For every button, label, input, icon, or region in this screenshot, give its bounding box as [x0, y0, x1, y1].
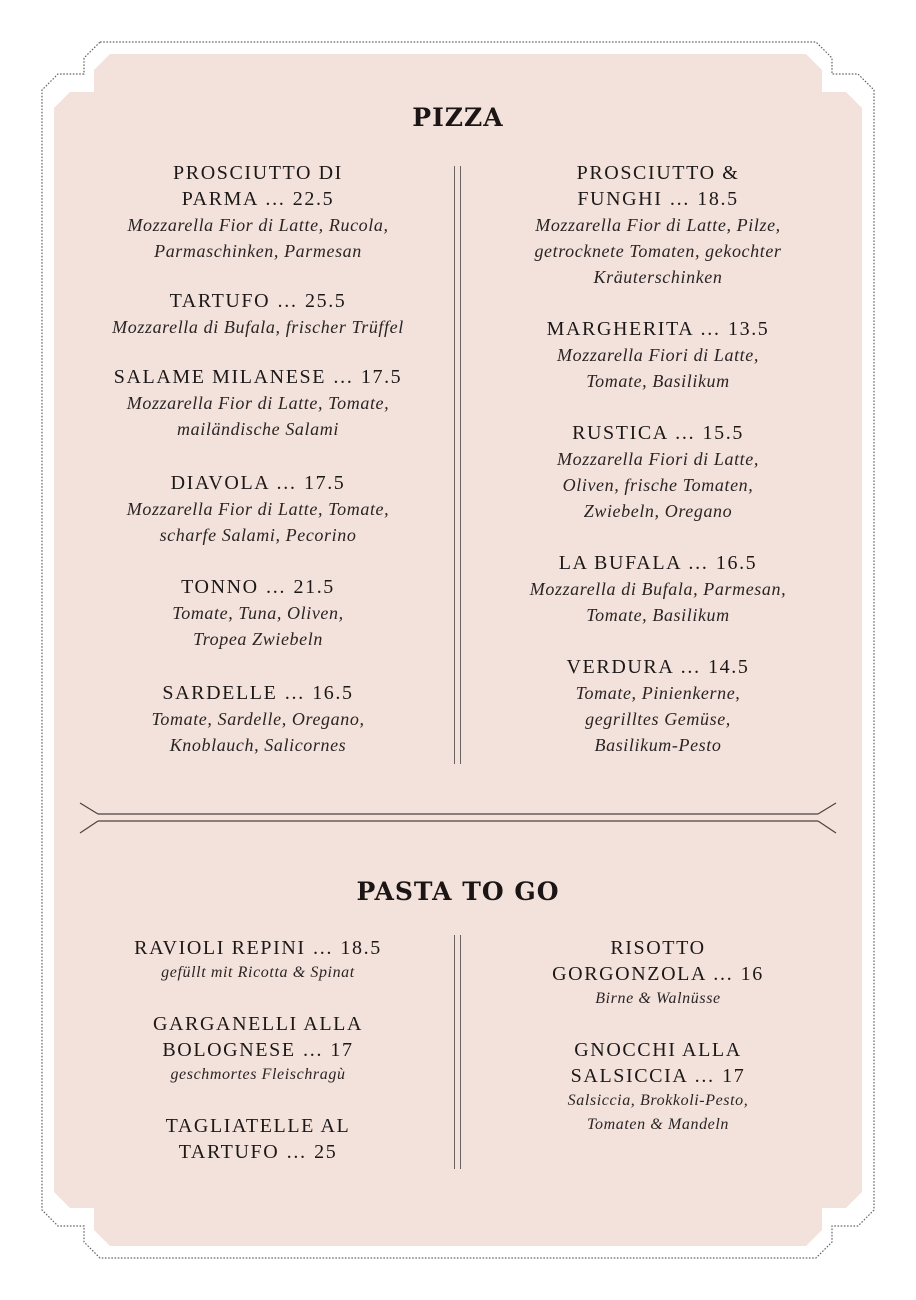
item-description: Birne & Walnüsse: [595, 990, 721, 1007]
pasta-column-divider: [454, 935, 461, 1169]
item-description: Mozzarella Fior di Latte, Rucola, Parmaschinken, Parmesan: [127, 215, 389, 261]
item-name: RISOTTO GORGONZOLA … 16: [552, 937, 764, 985]
item-description: Mozzarella di Bufala, Parmesan, Tomate, Basilikum: [529, 579, 787, 625]
menu-item: [88, 1113, 428, 1165]
menu-item: [88, 364, 428, 442]
pasta-section-title: PASTA TO GO: [356, 877, 560, 906]
item-description: Tomate, Sardelle, Oregano, Knoblauch, Salicornes: [151, 709, 365, 755]
item-description: gefüllt mit Ricotta & Spinat: [161, 964, 355, 981]
menu-item: [88, 160, 428, 264]
item-description: Mozzarella Fiori di Latte, Oliven, frische Tomaten, Zwiebeln, Oregano: [557, 449, 759, 521]
menu-item: [488, 420, 828, 524]
item-description: Mozzarella Fior di Latte, Tomate, mailändische Salami: [126, 393, 390, 439]
item-description: Salsiccia, Brokkoli-Pesto, Tomaten & Mandeln: [567, 1092, 749, 1133]
item-name: PROSCIUTTO & FUNGHI … 18.5: [576, 162, 740, 210]
menu-item: [88, 1011, 428, 1087]
item-description: Mozzarella Fior di Latte, Pilze, getrocknete Tomaten, gekochter Kräuterschinken: [534, 215, 782, 287]
item-description: Tomate, Pinienkerne, gegrilltes Gemüse, Basilikum-Pesto: [575, 683, 741, 755]
menu-item: [488, 550, 828, 628]
menu-item: [88, 470, 428, 548]
menu-item: [88, 288, 428, 340]
menu-item: [88, 935, 428, 985]
item-name: SARDELLE … 16.5: [162, 682, 354, 704]
item-name: VERDURA … 14.5: [566, 656, 750, 678]
menu-item: [488, 160, 828, 290]
pasta-left-column: [88, 935, 428, 1165]
pizza-column-divider: [454, 166, 461, 764]
item-description: Mozzarella Fiori di Latte, Tomate, Basilikum: [557, 345, 759, 391]
menu-item: [488, 935, 828, 1011]
menu-item: [488, 316, 828, 394]
item-name: SALAME MILANESE … 17.5: [113, 366, 403, 388]
menu-item: [88, 574, 428, 652]
menu-item: [488, 1037, 828, 1137]
pasta-right-column: [488, 935, 828, 1137]
pizza-section-title: PIZZA: [412, 103, 504, 132]
menu-item: [88, 680, 428, 758]
pizza-right-column: [488, 160, 828, 758]
menu-item: [488, 654, 828, 758]
item-name: TONNO … 21.5: [181, 576, 335, 598]
item-name: RUSTICA … 15.5: [572, 422, 744, 444]
item-name: RAVIOLI REPINI … 18.5: [134, 937, 382, 959]
item-name: TARTUFO … 25.5: [169, 290, 347, 312]
item-description: geschmortes Fleischragù: [170, 1066, 346, 1083]
item-description: Mozzarella Fior di Latte, Tomate, scharfe Salami, Pecorino: [126, 499, 390, 545]
item-name: LA BUFALA … 16.5: [558, 552, 758, 574]
item-name: MARGHERITA … 13.5: [546, 318, 770, 340]
item-name: GARGANELLI ALLA BOLOGNESE … 17: [152, 1013, 364, 1061]
item-name: GNOCCHI ALLA SALSICCIA … 17: [570, 1039, 746, 1087]
item-name: DIAVOLA … 17.5: [170, 472, 346, 494]
item-description: Mozzarella di Bufala, frischer Trüffel: [112, 317, 404, 337]
item-name: TAGLIATELLE AL TARTUFO … 25: [165, 1115, 351, 1163]
item-description: Tomate, Tuna, Oliven, Tropea Zwiebeln: [172, 603, 344, 649]
item-name: PROSCIUTTO DI PARMA … 22.5: [173, 162, 343, 210]
pizza-left-column: [88, 160, 428, 758]
